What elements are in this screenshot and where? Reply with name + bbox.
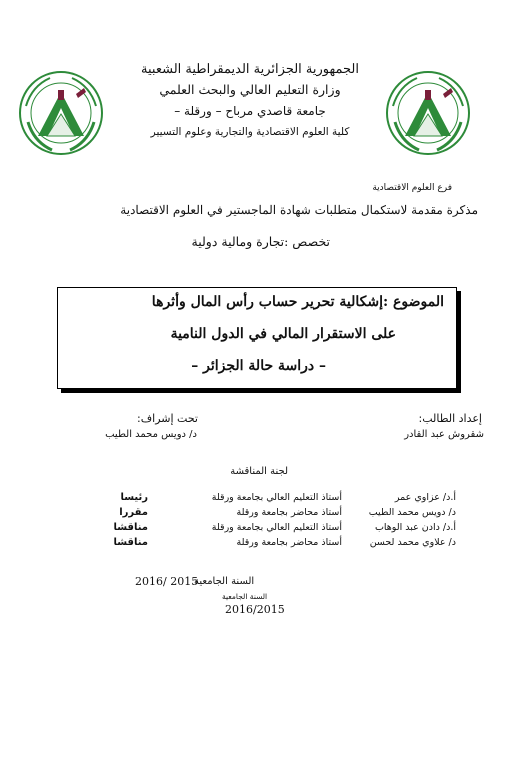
subject-line-1: الموضوع :إشكالية تحرير حساب رأس المال وأثرها [151,294,444,310]
university-name: جامعة قاصدي مرباح – ورقلة – [174,104,326,118]
table-row [48,520,458,535]
academic-year-label: السنة الجامعية [194,576,255,587]
specialty-label: تخصص :تجارة ومالية دولية [191,234,330,249]
supervisor-label: تحت إشراف: [137,412,198,425]
faculty-name: كلية العلوم الاقتصادية والتجارية وعلوم التسيير [150,126,350,138]
table-row [48,505,458,520]
subject-line-2: على الاستقرار المالي في الدول النامية [170,326,396,342]
table-row [48,535,458,550]
university-logo-right [385,70,471,156]
jury-member-role: رئيسا [120,492,148,503]
supervisor-name: د/ دويس محمد الطيب [105,429,197,440]
republic-name: الجمهورية الجزائرية الديمقراطية الشعبية [141,62,359,77]
university-logo-left [18,70,104,156]
student-label: إعداد الطالب: [418,412,482,425]
jury-member-position: أستاذ محاضر بجامعة ورقلة [236,507,342,518]
branch-label: فرع العلوم الاقتصادية [372,183,452,193]
jury-member-name: د/ دويس محمد الطيب [368,507,456,518]
thesis-statement: مذكرة مقدمة لاستكمال متطلبات شهادة الماجستير في العلوم الاقتصادية [120,203,478,217]
jury-member-role: مناقشا [113,522,148,533]
jury-member-role: مناقشا [113,537,148,548]
jury-member-name: أ.د/ دادن عبد الوهاب [374,522,456,533]
ministry-name: وزارة التعليم العالي والبحث العلمي [159,82,341,97]
jury-table [48,490,458,550]
academic-year-label-small: السنة الجامعية [222,592,268,601]
jury-member-name: أ.د/ عزاوي عمر [394,492,456,503]
student-name: شقروش عبد القادر [404,429,484,440]
subject-box [57,287,457,389]
jury-title: لجنة المناقشة [230,466,288,477]
jury-member-position: أستاذ التعليم العالي بجامعة ورقلة [211,492,342,503]
table-row [48,490,458,505]
jury-member-name: د/ علاوي محمد لحسن [369,537,456,548]
subject-line-3: – دراسة حالة الجزائر – [191,358,326,374]
academic-year: 2016/ 2015 [135,575,199,588]
university-emblem-icon [385,70,471,156]
jury-member-position: أستاذ التعليم العالي بجامعة ورقلة [211,522,342,533]
jury-member-role: مقررا [119,507,148,518]
jury-member-position: أستاذ محاضر بجامعة ورقلة [236,537,342,548]
university-emblem-icon [18,70,104,156]
academic-year-small: 2016/2015 [225,603,285,616]
